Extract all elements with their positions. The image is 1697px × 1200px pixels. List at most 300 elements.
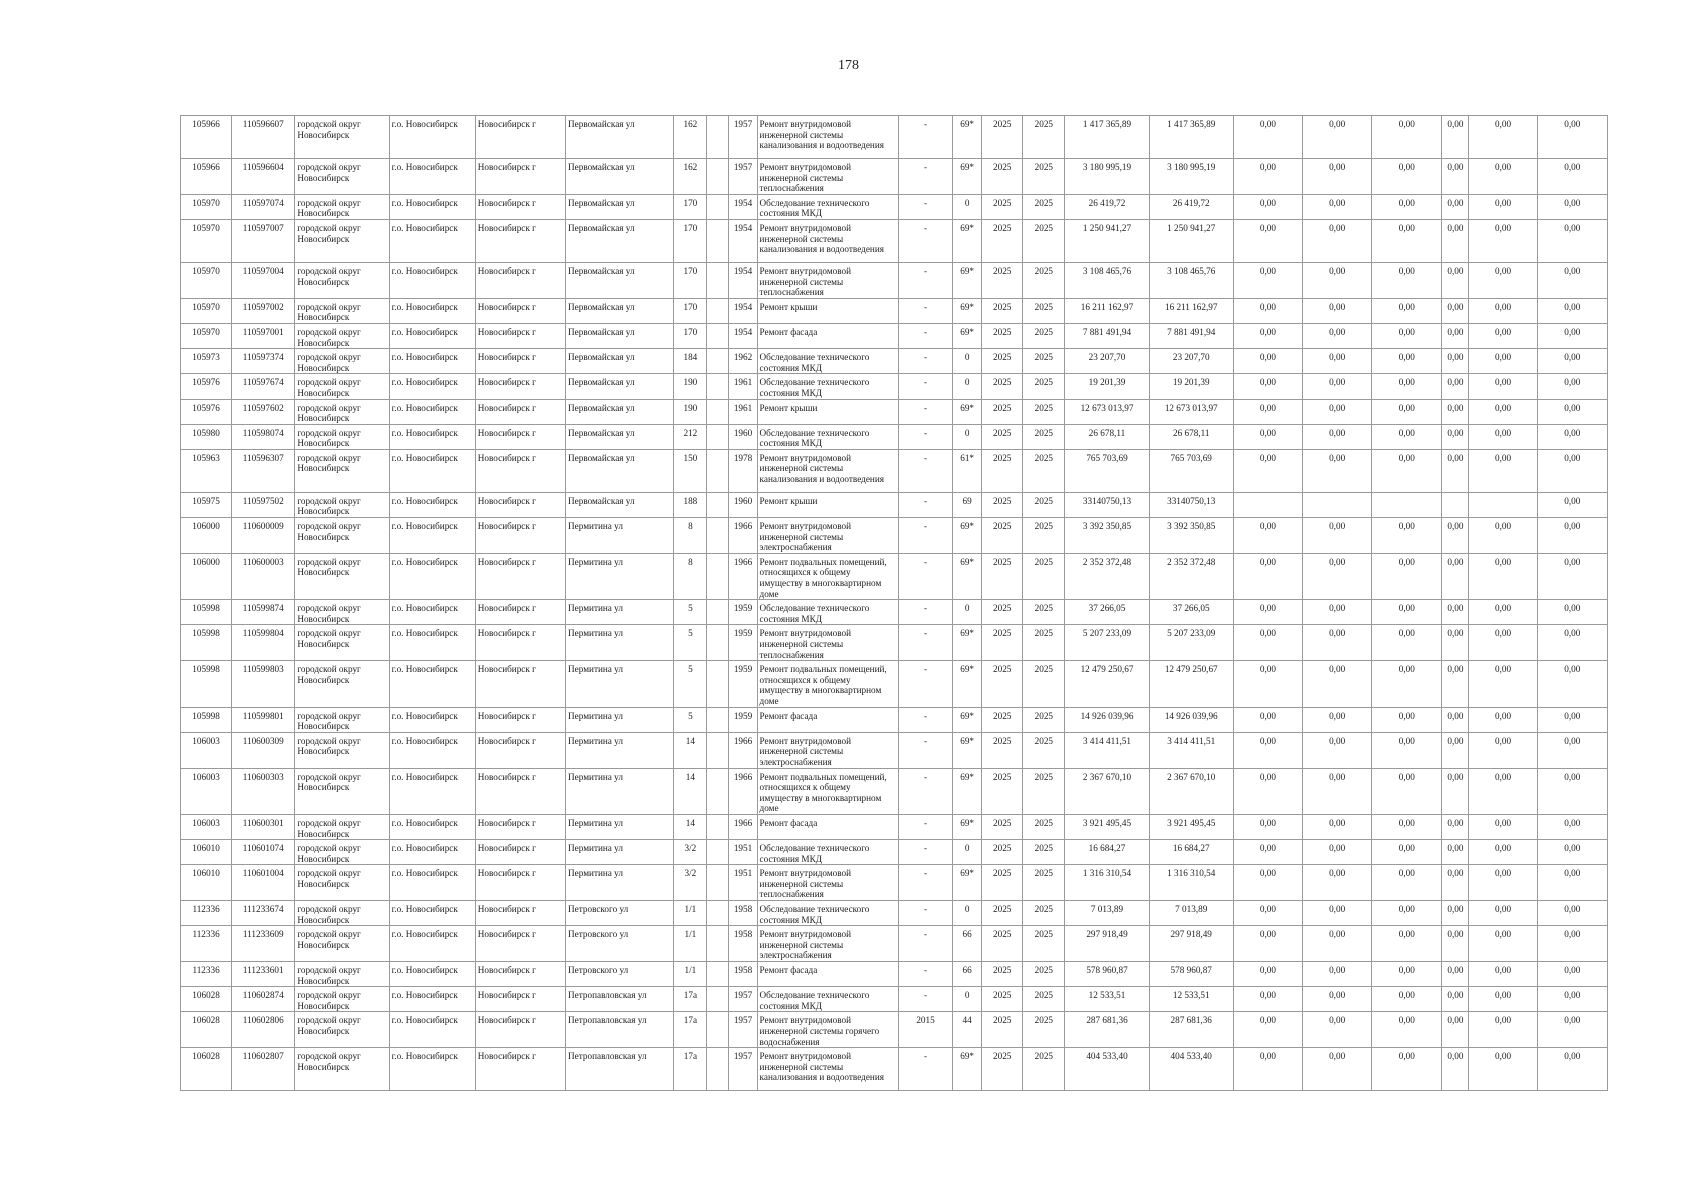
cell-city-district: г.о. Новосибирск	[389, 707, 475, 732]
cell-total-cost: 287 681,36	[1065, 1012, 1149, 1048]
cell-other-funds: 0,00	[1537, 262, 1607, 298]
cell-city-district: г.о. Новосибирск	[389, 840, 475, 865]
table-row	[181, 194, 1608, 219]
cell-plan-start-year: 2025	[982, 901, 1023, 926]
cell-plan-start-year: 2025	[982, 424, 1023, 449]
cell-work-type: Обследование технического состояния МКД	[757, 600, 898, 625]
cell-federal-funds: 0,00	[1233, 1012, 1302, 1048]
cell-work-id: 110598074	[232, 424, 295, 449]
cell-owner-funds-flag: 0,00	[1442, 298, 1469, 323]
cell-building	[707, 1048, 729, 1091]
cell-work-id: 111233609	[232, 926, 295, 962]
cell-work-type: Обследование технического состояния МКД	[757, 374, 898, 399]
cell-other-funds: 0,00	[1537, 553, 1607, 599]
cell-last-repair-year: -	[898, 553, 952, 599]
cell-city-district: г.о. Новосибирск	[389, 116, 475, 159]
cell-work-id: 110602806	[232, 1012, 295, 1048]
cell-settlement: Новосибирск г	[475, 1012, 565, 1048]
cell-other-funds: 0,00	[1537, 625, 1607, 661]
cell-work-type: Ремонт подвальных помещений, относящихся к общему имуществу в многоквартирном доме	[757, 661, 898, 707]
cell-local-funds: 0,00	[1372, 768, 1442, 814]
cell-house-number: 184	[674, 349, 707, 374]
cell-federal-funds: 0,00	[1233, 424, 1302, 449]
cell-owner-funds-flag: 0,00	[1442, 449, 1469, 492]
cell-settlement: Новосибирск г	[475, 1048, 565, 1091]
cell-federal-funds: 0,00	[1233, 116, 1302, 159]
cell-federal-funds: 0,00	[1233, 600, 1302, 625]
cell-work-id: 111233601	[232, 962, 295, 987]
cell-last-repair-year: -	[898, 349, 952, 374]
cell-street: Пермитина ул	[566, 518, 674, 554]
cell-fund-amount: 765 703,69	[1149, 449, 1233, 492]
cell-building	[707, 707, 729, 732]
cell-local-funds: 0,00	[1372, 159, 1442, 195]
cell-plan-start-year: 2025	[982, 298, 1023, 323]
cell-last-repair-year: -	[898, 262, 952, 298]
cell-house-id: 106003	[181, 732, 232, 768]
cell-house-number: 170	[674, 298, 707, 323]
cell-build-year: 1962	[729, 349, 757, 374]
cell-plan-end-year: 2025	[1023, 399, 1065, 424]
cell-federal-funds: 0,00	[1233, 1048, 1302, 1091]
cell-fund-amount: 12 533,51	[1149, 987, 1233, 1012]
cell-street: Пермитина ул	[566, 600, 674, 625]
cell-owner-funds	[1469, 492, 1537, 517]
cell-building	[707, 987, 729, 1012]
cell-municipality: городской округ Новосибирск	[295, 840, 389, 865]
cell-plan-end-year: 2025	[1023, 424, 1065, 449]
cell-owner-funds: 0,00	[1469, 159, 1537, 195]
cell-other-funds: 0,00	[1537, 926, 1607, 962]
cell-fund-amount: 3 108 465,76	[1149, 262, 1233, 298]
cell-federal-funds: 0,00	[1233, 219, 1302, 262]
cell-total-cost: 3 108 465,76	[1065, 262, 1149, 298]
cell-plan-start-year: 2025	[982, 1012, 1023, 1048]
cell-plan-start-year: 2025	[982, 399, 1023, 424]
cell-owner-funds: 0,00	[1469, 926, 1537, 962]
cell-settlement: Новосибирск г	[475, 518, 565, 554]
table-row	[181, 661, 1608, 707]
cell-fund-amount: 578 960,87	[1149, 962, 1233, 987]
cell-owner-funds-flag: 0,00	[1442, 553, 1469, 599]
cell-last-repair-year: -	[898, 449, 952, 492]
cell-city-district: г.о. Новосибирск	[389, 865, 475, 901]
cell-plan-start-year: 2025	[982, 159, 1023, 195]
cell-house-number: 17а	[674, 1012, 707, 1048]
cell-work-id: 110597074	[232, 194, 295, 219]
cell-federal-funds: 0,00	[1233, 926, 1302, 962]
cell-settlement: Новосибирск г	[475, 962, 565, 987]
cell-work-type: Ремонт внутридомовой инженерной системы теплоснабжения	[757, 159, 898, 195]
cell-plan-end-year: 2025	[1023, 840, 1065, 865]
cell-house-id: 112336	[181, 962, 232, 987]
cell-building	[707, 399, 729, 424]
cell-fund-amount: 26 678,11	[1149, 424, 1233, 449]
cell-street: Петровского ул	[566, 926, 674, 962]
cell-other-funds: 0,00	[1537, 600, 1607, 625]
cell-work-id: 110597007	[232, 219, 295, 262]
cell-fund-amount: 16 684,27	[1149, 840, 1233, 865]
cell-work-id: 110597004	[232, 262, 295, 298]
cell-building	[707, 901, 729, 926]
cell-federal-funds: 0,00	[1233, 901, 1302, 926]
cell-last-repair-year: -	[898, 374, 952, 399]
register-table	[180, 115, 1608, 1091]
cell-city-district: г.о. Новосибирск	[389, 1012, 475, 1048]
cell-plan-start-year: 2025	[982, 194, 1023, 219]
cell-build-year: 1958	[729, 962, 757, 987]
cell-federal-funds: 0,00	[1233, 298, 1302, 323]
cell-regional-funds: 0,00	[1303, 625, 1372, 661]
cell-building	[707, 262, 729, 298]
cell-plan-start-year: 2025	[982, 1048, 1023, 1091]
table-row	[181, 349, 1608, 374]
cell-city-district: г.о. Новосибирск	[389, 323, 475, 348]
cell-house-number: 170	[674, 219, 707, 262]
cell-local-funds: 0,00	[1372, 424, 1442, 449]
cell-total-cost: 19 201,39	[1065, 374, 1149, 399]
cell-house-id: 105970	[181, 219, 232, 262]
cell-house-id: 106000	[181, 553, 232, 599]
cell-municipality: городской округ Новосибирск	[295, 159, 389, 195]
cell-build-year: 1960	[729, 492, 757, 517]
cell-house-number: 162	[674, 159, 707, 195]
cell-regional-funds: 0,00	[1303, 901, 1372, 926]
cell-last-repair-year: -	[898, 901, 952, 926]
cell-municipality: городской округ Новосибирск	[295, 814, 389, 839]
cell-municipality: городской округ Новосибирск	[295, 625, 389, 661]
cell-city-district: г.о. Новосибирск	[389, 987, 475, 1012]
cell-federal-funds: 0,00	[1233, 518, 1302, 554]
cell-wear-percent: 69*	[953, 1048, 982, 1091]
cell-owner-funds: 0,00	[1469, 732, 1537, 768]
cell-total-cost: 1 417 365,89	[1065, 116, 1149, 159]
cell-municipality: городской округ Новосибирск	[295, 661, 389, 707]
cell-work-type: Обследование технического состояния МКД	[757, 424, 898, 449]
cell-last-repair-year: -	[898, 814, 952, 839]
cell-house-number: 14	[674, 768, 707, 814]
cell-owner-funds: 0,00	[1469, 1048, 1537, 1091]
cell-owner-funds-flag: 0,00	[1442, 116, 1469, 159]
cell-street: Первомайская ул	[566, 492, 674, 517]
cell-other-funds: 0,00	[1537, 323, 1607, 348]
cell-fund-amount: 297 918,49	[1149, 926, 1233, 962]
cell-building	[707, 518, 729, 554]
cell-other-funds: 0,00	[1537, 298, 1607, 323]
cell-local-funds: 0,00	[1372, 814, 1442, 839]
cell-street: Первомайская ул	[566, 116, 674, 159]
cell-owner-funds: 0,00	[1469, 840, 1537, 865]
cell-federal-funds	[1233, 492, 1302, 517]
cell-work-id: 110600301	[232, 814, 295, 839]
cell-federal-funds: 0,00	[1233, 962, 1302, 987]
cell-municipality: городской округ Новосибирск	[295, 298, 389, 323]
cell-other-funds: 0,00	[1537, 707, 1607, 732]
cell-owner-funds: 0,00	[1469, 349, 1537, 374]
table-body	[181, 116, 1608, 1091]
cell-federal-funds: 0,00	[1233, 349, 1302, 374]
cell-building	[707, 962, 729, 987]
table-row	[181, 399, 1608, 424]
cell-regional-funds: 0,00	[1303, 424, 1372, 449]
cell-owner-funds: 0,00	[1469, 374, 1537, 399]
cell-wear-percent: 69*	[953, 399, 982, 424]
cell-regional-funds: 0,00	[1303, 768, 1372, 814]
cell-owner-funds: 0,00	[1469, 768, 1537, 814]
cell-house-id: 105980	[181, 424, 232, 449]
cell-total-cost: 578 960,87	[1065, 962, 1149, 987]
cell-fund-amount: 3 921 495,45	[1149, 814, 1233, 839]
cell-build-year: 1966	[729, 553, 757, 599]
cell-house-number: 8	[674, 553, 707, 599]
cell-work-id: 110596307	[232, 449, 295, 492]
cell-house-number: 170	[674, 323, 707, 348]
cell-settlement: Новосибирск г	[475, 116, 565, 159]
cell-local-funds: 0,00	[1372, 600, 1442, 625]
cell-owner-funds-flag: 0,00	[1442, 768, 1469, 814]
cell-house-number: 3/2	[674, 840, 707, 865]
cell-build-year: 1978	[729, 449, 757, 492]
cell-build-year: 1954	[729, 194, 757, 219]
cell-regional-funds: 0,00	[1303, 116, 1372, 159]
cell-federal-funds: 0,00	[1233, 840, 1302, 865]
cell-federal-funds: 0,00	[1233, 374, 1302, 399]
cell-wear-percent: 66	[953, 962, 982, 987]
cell-work-type: Ремонт фасада	[757, 962, 898, 987]
cell-local-funds: 0,00	[1372, 1048, 1442, 1091]
cell-settlement: Новосибирск г	[475, 987, 565, 1012]
table-row	[181, 219, 1608, 262]
cell-plan-start-year: 2025	[982, 553, 1023, 599]
table-row	[181, 1012, 1608, 1048]
cell-street: Первомайская ул	[566, 374, 674, 399]
cell-house-number: 1/1	[674, 926, 707, 962]
cell-build-year: 1957	[729, 159, 757, 195]
cell-total-cost: 33140750,13	[1065, 492, 1149, 517]
cell-work-type: Обследование технического состояния МКД	[757, 987, 898, 1012]
cell-settlement: Новосибирск г	[475, 865, 565, 901]
cell-federal-funds: 0,00	[1233, 661, 1302, 707]
cell-street: Первомайская ул	[566, 194, 674, 219]
cell-owner-funds-flag: 0,00	[1442, 1012, 1469, 1048]
cell-local-funds: 0,00	[1372, 865, 1442, 901]
cell-work-id: 110597602	[232, 399, 295, 424]
cell-owner-funds: 0,00	[1469, 1012, 1537, 1048]
cell-settlement: Новосибирск г	[475, 449, 565, 492]
cell-street: Петропавловская ул	[566, 1048, 674, 1091]
cell-work-id: 110601074	[232, 840, 295, 865]
cell-last-repair-year: -	[898, 492, 952, 517]
table-row	[181, 600, 1608, 625]
cell-plan-end-year: 2025	[1023, 625, 1065, 661]
cell-house-number: 188	[674, 492, 707, 517]
cell-local-funds: 0,00	[1372, 518, 1442, 554]
cell-owner-funds-flag	[1442, 492, 1469, 517]
table-row	[181, 625, 1608, 661]
cell-other-funds: 0,00	[1537, 492, 1607, 517]
cell-owner-funds: 0,00	[1469, 962, 1537, 987]
cell-city-district: г.о. Новосибирск	[389, 600, 475, 625]
cell-build-year: 1960	[729, 424, 757, 449]
cell-wear-percent: 69*	[953, 768, 982, 814]
cell-house-number: 5	[674, 707, 707, 732]
cell-house-number: 17а	[674, 987, 707, 1012]
cell-work-type: Ремонт фасада	[757, 707, 898, 732]
cell-settlement: Новосибирск г	[475, 814, 565, 839]
cell-last-repair-year: -	[898, 707, 952, 732]
cell-work-type: Ремонт фасада	[757, 323, 898, 348]
cell-settlement: Новосибирск г	[475, 768, 565, 814]
table-row	[181, 865, 1608, 901]
cell-local-funds: 0,00	[1372, 194, 1442, 219]
cell-owner-funds: 0,00	[1469, 399, 1537, 424]
cell-work-type: Ремонт внутридомовой инженерной системы теплоснабжения	[757, 262, 898, 298]
cell-local-funds: 0,00	[1372, 349, 1442, 374]
cell-local-funds: 0,00	[1372, 901, 1442, 926]
cell-wear-percent: 69*	[953, 262, 982, 298]
cell-building	[707, 1012, 729, 1048]
cell-plan-start-year: 2025	[982, 865, 1023, 901]
cell-total-cost: 12 479 250,67	[1065, 661, 1149, 707]
cell-house-id: 105998	[181, 600, 232, 625]
table-row	[181, 814, 1608, 839]
cell-last-repair-year: -	[898, 661, 952, 707]
cell-last-repair-year: -	[898, 600, 952, 625]
cell-house-id: 105998	[181, 661, 232, 707]
cell-owner-funds-flag: 0,00	[1442, 374, 1469, 399]
cell-house-id: 105970	[181, 323, 232, 348]
cell-regional-funds: 0,00	[1303, 600, 1372, 625]
cell-last-repair-year: -	[898, 840, 952, 865]
cell-settlement: Новосибирск г	[475, 600, 565, 625]
cell-plan-end-year: 2025	[1023, 926, 1065, 962]
cell-work-id: 110600003	[232, 553, 295, 599]
cell-other-funds: 0,00	[1537, 987, 1607, 1012]
cell-build-year: 1966	[729, 814, 757, 839]
cell-house-id: 105998	[181, 707, 232, 732]
cell-regional-funds: 0,00	[1303, 661, 1372, 707]
cell-house-id: 105998	[181, 625, 232, 661]
cell-work-type: Ремонт внутридомовой инженерной системы электроснабжения	[757, 926, 898, 962]
cell-municipality: городской округ Новосибирск	[295, 374, 389, 399]
cell-work-type: Ремонт внутридомовой инженерной системы электроснабжения	[757, 518, 898, 554]
cell-wear-percent: 69*	[953, 865, 982, 901]
cell-fund-amount: 1 316 310,54	[1149, 865, 1233, 901]
cell-total-cost: 3 392 350,85	[1065, 518, 1149, 554]
cell-owner-funds: 0,00	[1469, 424, 1537, 449]
cell-building	[707, 600, 729, 625]
cell-last-repair-year: -	[898, 219, 952, 262]
cell-house-id: 106010	[181, 840, 232, 865]
table-row	[181, 323, 1608, 348]
cell-plan-end-year: 2025	[1023, 492, 1065, 517]
cell-regional-funds: 0,00	[1303, 1048, 1372, 1091]
cell-work-type: Ремонт подвальных помещений, относящихся к общему имуществу в многоквартирном доме	[757, 768, 898, 814]
cell-municipality: городской округ Новосибирск	[295, 553, 389, 599]
cell-owner-funds-flag: 0,00	[1442, 194, 1469, 219]
cell-plan-end-year: 2025	[1023, 194, 1065, 219]
cell-owner-funds: 0,00	[1469, 707, 1537, 732]
cell-house-number: 1/1	[674, 901, 707, 926]
cell-house-id: 105963	[181, 449, 232, 492]
cell-municipality: городской округ Новосибирск	[295, 1012, 389, 1048]
cell-build-year: 1966	[729, 732, 757, 768]
cell-regional-funds: 0,00	[1303, 298, 1372, 323]
cell-plan-end-year: 2025	[1023, 865, 1065, 901]
cell-plan-start-year: 2025	[982, 707, 1023, 732]
cell-federal-funds: 0,00	[1233, 707, 1302, 732]
cell-municipality: городской округ Новосибирск	[295, 926, 389, 962]
cell-house-id: 105975	[181, 492, 232, 517]
cell-fund-amount: 3 392 350,85	[1149, 518, 1233, 554]
cell-city-district: г.о. Новосибирск	[389, 374, 475, 399]
cell-regional-funds: 0,00	[1303, 159, 1372, 195]
cell-work-type: Ремонт подвальных помещений, относящихся к общему имуществу в многоквартирном доме	[757, 553, 898, 599]
cell-settlement: Новосибирск г	[475, 424, 565, 449]
cell-house-number: 5	[674, 661, 707, 707]
cell-plan-start-year: 2025	[982, 374, 1023, 399]
cell-fund-amount: 1 417 365,89	[1149, 116, 1233, 159]
cell-building	[707, 661, 729, 707]
cell-street: Пермитина ул	[566, 865, 674, 901]
cell-work-type: Ремонт внутридомовой инженерной системы теплоснабжения	[757, 865, 898, 901]
cell-wear-percent: 69	[953, 492, 982, 517]
cell-build-year: 1961	[729, 399, 757, 424]
cell-plan-start-year: 2025	[982, 219, 1023, 262]
cell-build-year: 1957	[729, 1012, 757, 1048]
cell-municipality: городской округ Новосибирск	[295, 865, 389, 901]
cell-last-repair-year: -	[898, 625, 952, 661]
cell-other-funds: 0,00	[1537, 449, 1607, 492]
cell-federal-funds: 0,00	[1233, 625, 1302, 661]
cell-total-cost: 1 316 310,54	[1065, 865, 1149, 901]
cell-other-funds: 0,00	[1537, 424, 1607, 449]
cell-house-number: 190	[674, 399, 707, 424]
cell-local-funds: 0,00	[1372, 399, 1442, 424]
cell-street: Петровского ул	[566, 962, 674, 987]
cell-work-type: Ремонт крыши	[757, 298, 898, 323]
cell-city-district: г.о. Новосибирск	[389, 962, 475, 987]
cell-regional-funds: 0,00	[1303, 399, 1372, 424]
cell-wear-percent: 69*	[953, 219, 982, 262]
cell-owner-funds-flag: 0,00	[1442, 926, 1469, 962]
cell-street: Первомайская ул	[566, 449, 674, 492]
cell-plan-end-year: 2025	[1023, 1012, 1065, 1048]
cell-other-funds: 0,00	[1537, 349, 1607, 374]
cell-last-repair-year: -	[898, 399, 952, 424]
cell-municipality: городской округ Новосибирск	[295, 349, 389, 374]
cell-local-funds: 0,00	[1372, 707, 1442, 732]
cell-build-year: 1951	[729, 865, 757, 901]
cell-wear-percent: 0	[953, 600, 982, 625]
cell-house-id: 105966	[181, 159, 232, 195]
cell-work-id: 110599804	[232, 625, 295, 661]
cell-house-id: 105973	[181, 349, 232, 374]
cell-other-funds: 0,00	[1537, 219, 1607, 262]
cell-other-funds: 0,00	[1537, 661, 1607, 707]
cell-municipality: городской округ Новосибирск	[295, 424, 389, 449]
cell-building	[707, 374, 729, 399]
cell-street: Петровского ул	[566, 901, 674, 926]
cell-city-district: г.о. Новосибирск	[389, 159, 475, 195]
cell-settlement: Новосибирск г	[475, 926, 565, 962]
cell-street: Первомайская ул	[566, 219, 674, 262]
cell-owner-funds: 0,00	[1469, 600, 1537, 625]
cell-house-number: 14	[674, 814, 707, 839]
cell-work-type: Ремонт внутридомовой инженерной системы канализования и водоотведения	[757, 449, 898, 492]
cell-settlement: Новосибирск г	[475, 374, 565, 399]
cell-house-id: 106010	[181, 865, 232, 901]
